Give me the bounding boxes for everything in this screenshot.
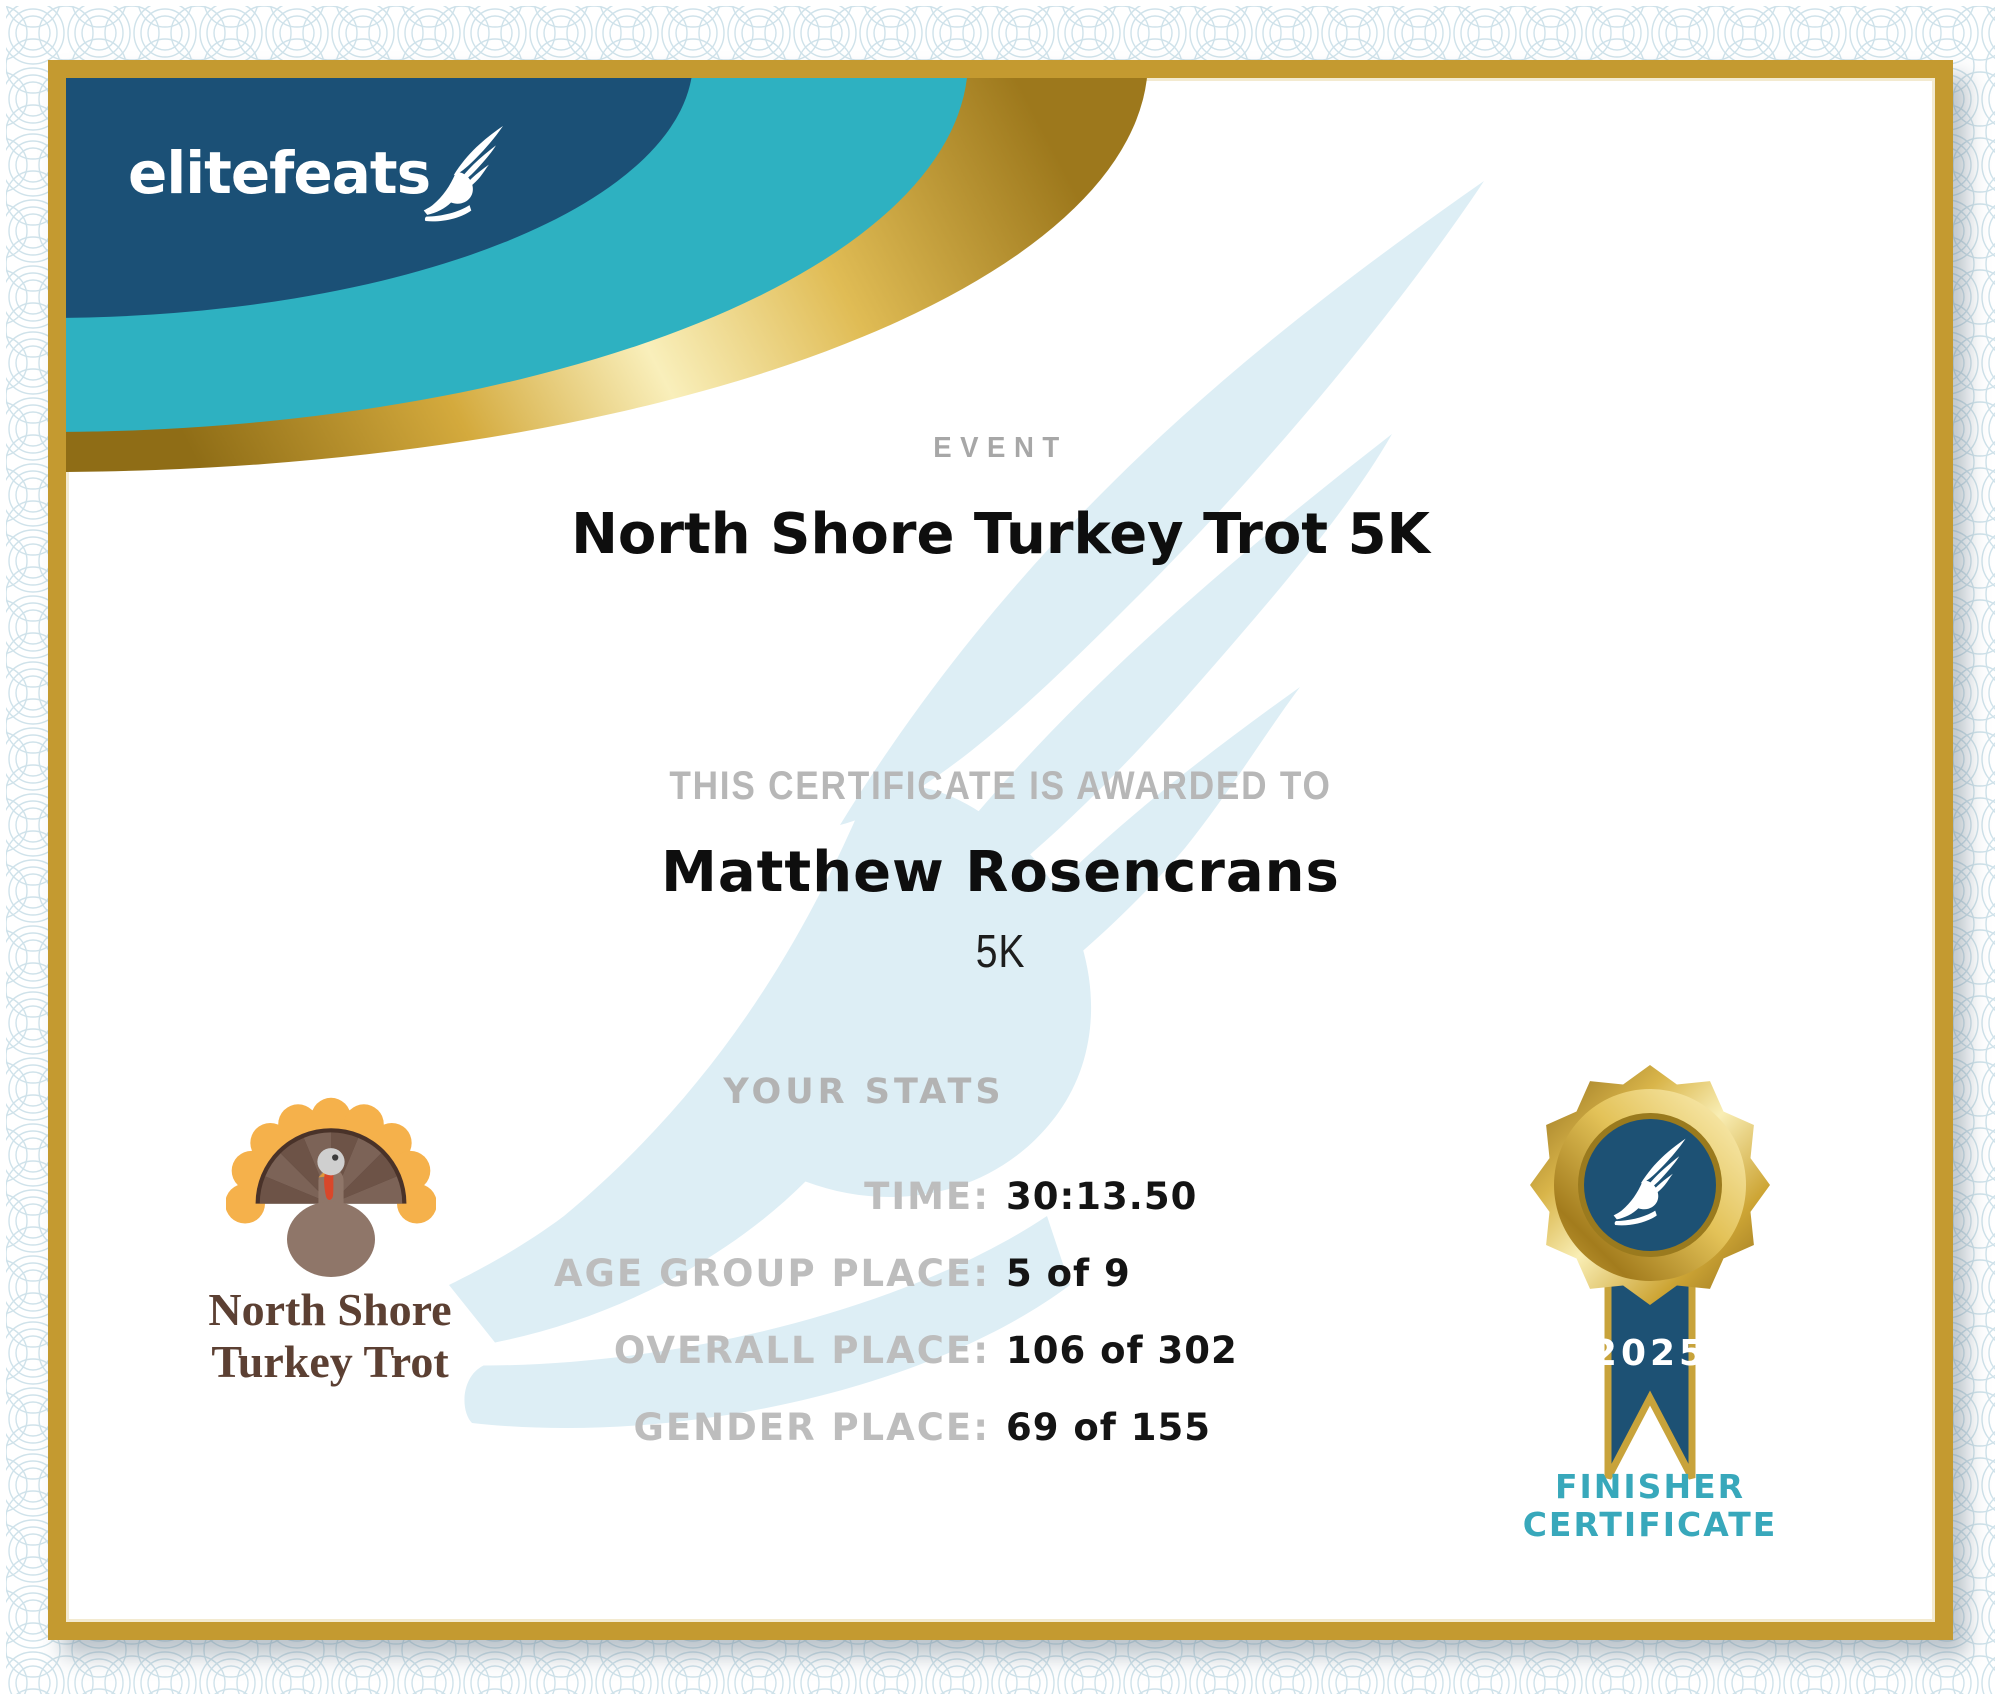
stat-row-time — [340, 1158, 1238, 1235]
event-label: EVENT — [933, 432, 1068, 464]
stat-label: OVERALL PLACE: — [613, 1329, 990, 1372]
medal-caption-line1: FINISHER — [1554, 1467, 1746, 1506]
stat-value: 106 of 302 — [1006, 1329, 1238, 1372]
stat-value: 5 of 9 — [1006, 1252, 1131, 1295]
stat-value: 69 of 155 — [1006, 1406, 1212, 1449]
award-intro: THIS CERTIFICATE IS AWARDED TO — [669, 764, 1332, 808]
race-division: 5K — [975, 925, 1026, 977]
stat-row-gender-place — [340, 1389, 1238, 1466]
stat-label: GENDER PLACE: — [633, 1406, 990, 1449]
stats-heading: YOUR STATS — [723, 1072, 1005, 1112]
winged-foot-icon — [422, 118, 510, 236]
finisher-medal — [1490, 1035, 1810, 1495]
turkey-icon — [226, 1080, 436, 1300]
event-title: North Shore Turkey Trot 5K — [571, 502, 1430, 567]
race-logo-text — [155, 1284, 505, 1387]
race-logo-line1: North Shore — [208, 1284, 452, 1335]
recipient-name: Matthew Rosencrans — [661, 840, 1340, 905]
race-logo-line2: Turkey Trot — [211, 1335, 449, 1387]
brand-name: elitefeats — [128, 139, 431, 207]
medal-caption-line2: CERTIFICATE — [1522, 1505, 1778, 1545]
stat-label: TIME: — [864, 1175, 990, 1218]
brand-logo — [128, 118, 510, 236]
medal-caption — [1500, 1468, 1800, 1545]
stat-value: 30:13.50 — [1006, 1175, 1198, 1218]
medal-year: 2025 — [1591, 1333, 1709, 1374]
stat-label: AGE GROUP PLACE: — [553, 1252, 990, 1295]
